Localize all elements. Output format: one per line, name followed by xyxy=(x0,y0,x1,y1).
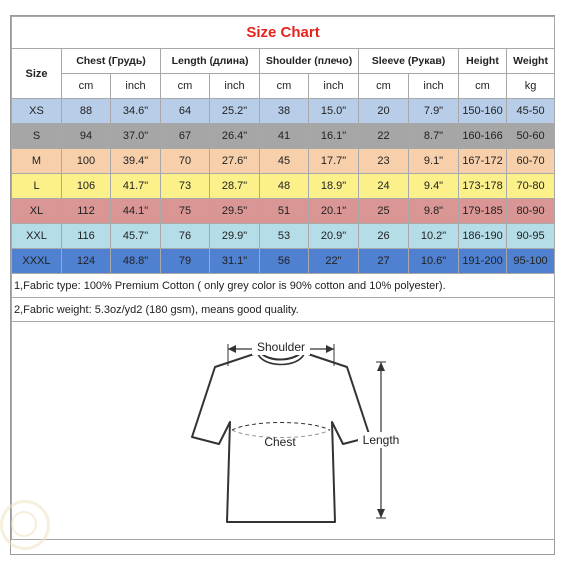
cell-chest-in: 48.8" xyxy=(111,249,161,274)
cell-chest-in: 45.7" xyxy=(111,224,161,249)
cell-length-cm: 76 xyxy=(161,224,210,249)
size-row-xxl xyxy=(12,224,555,249)
cell-weight: 70-80 xyxy=(507,174,555,199)
cell-sleeve-in: 10.6" xyxy=(409,249,459,274)
size-label: L xyxy=(12,174,62,199)
cell-chest-in: 37.0" xyxy=(111,124,161,149)
cell-sleeve-in: 10.2" xyxy=(409,224,459,249)
cell-length-cm: 64 xyxy=(161,99,210,124)
cell-shoulder-in: 20.1" xyxy=(309,199,359,224)
cell-length-cm: 70 xyxy=(161,149,210,174)
unit-cm: cm xyxy=(459,74,507,99)
cell-sleeve-cm: 25 xyxy=(359,199,409,224)
cell-shoulder-cm: 48 xyxy=(260,174,309,199)
tshirt-diagram xyxy=(12,322,555,536)
cell-length-in: 28.7" xyxy=(210,174,260,199)
cell-shoulder-cm: 38 xyxy=(260,99,309,124)
cell-length-cm: 79 xyxy=(161,249,210,274)
cell-shoulder-cm: 56 xyxy=(260,249,309,274)
cell-sleeve-cm: 23 xyxy=(359,149,409,174)
cell-sleeve-in: 9.4" xyxy=(409,174,459,199)
size-label: XS xyxy=(12,99,62,124)
cell-height: 173-178 xyxy=(459,174,507,199)
cell-weight: 50-60 xyxy=(507,124,555,149)
cell-chest-cm: 106 xyxy=(62,174,111,199)
cell-sleeve-cm: 24 xyxy=(359,174,409,199)
size-row-xxxl xyxy=(12,249,555,274)
watermark-seal-icon xyxy=(0,500,50,550)
cell-height: 160-166 xyxy=(459,124,507,149)
chest-label: Chest xyxy=(264,435,296,449)
sleeve-header: Sleeve (Рукав) xyxy=(359,49,459,74)
cell-chest-cm: 88 xyxy=(62,99,111,124)
cell-sleeve-cm: 20 xyxy=(359,99,409,124)
length-label: Length xyxy=(362,433,400,447)
size-header: Size xyxy=(12,49,62,99)
cell-shoulder-in: 20.9" xyxy=(309,224,359,249)
cell-sleeve-cm: 27 xyxy=(359,249,409,274)
cell-length-cm: 67 xyxy=(161,124,210,149)
cell-shoulder-cm: 41 xyxy=(260,124,309,149)
cell-shoulder-cm: 45 xyxy=(260,149,309,174)
cell-weight: 45-50 xyxy=(507,99,555,124)
cell-weight: 80-90 xyxy=(507,199,555,224)
cell-chest-in: 39.4" xyxy=(111,149,161,174)
cell-shoulder-in: 15.0" xyxy=(309,99,359,124)
unit-cm: cm xyxy=(62,74,111,99)
cell-sleeve-in: 9.1" xyxy=(409,149,459,174)
unit-inch: inch xyxy=(111,74,161,99)
cell-chest-in: 41.7" xyxy=(111,174,161,199)
unit-cm: cm xyxy=(260,74,309,99)
cell-sleeve-cm: 26 xyxy=(359,224,409,249)
unit-cm: cm xyxy=(359,74,409,99)
chest-header: Chest (Грудь) xyxy=(62,49,161,74)
cell-height: 150-160 xyxy=(459,99,507,124)
cell-shoulder-cm: 53 xyxy=(260,224,309,249)
cell-shoulder-in: 16.1" xyxy=(309,124,359,149)
cell-chest-cm: 124 xyxy=(62,249,111,274)
size-label: XXL xyxy=(12,224,62,249)
cell-shoulder-in: 22" xyxy=(309,249,359,274)
cell-chest-cm: 100 xyxy=(62,149,111,174)
unit-kg: kg xyxy=(507,74,555,99)
shoulder-header: Shoulder (плечо) xyxy=(260,49,359,74)
length-header: Length (длина) xyxy=(161,49,260,74)
size-label: XL xyxy=(12,199,62,224)
size-row-m xyxy=(12,149,555,174)
chart-title: Size Chart xyxy=(12,17,555,49)
cell-sleeve-cm: 22 xyxy=(359,124,409,149)
shoulder-arrow-left-head xyxy=(228,345,236,353)
shoulder-arrow-right-head xyxy=(326,345,334,353)
cell-sleeve-in: 9.8" xyxy=(409,199,459,224)
cell-shoulder-in: 18.9" xyxy=(309,174,359,199)
cell-chest-cm: 112 xyxy=(62,199,111,224)
size-label: S xyxy=(12,124,62,149)
size-chart-frame xyxy=(10,15,555,555)
cell-shoulder-in: 17.7" xyxy=(309,149,359,174)
cell-chest-in: 44.1" xyxy=(111,199,161,224)
cell-length-cm: 75 xyxy=(161,199,210,224)
cell-height: 186-190 xyxy=(459,224,507,249)
size-row-l xyxy=(12,174,555,199)
cell-chest-in: 34.6" xyxy=(111,99,161,124)
cell-shoulder-cm: 51 xyxy=(260,199,309,224)
height-header: Height xyxy=(459,49,507,74)
size-label: XXXL xyxy=(12,249,62,274)
unit-inch: inch xyxy=(309,74,359,99)
fabric-weight-note: 2,Fabric weight: 5.3oz/yd2 (180 gsm), means good quality. xyxy=(12,298,555,322)
tshirt-diagram-cell xyxy=(12,322,555,540)
cell-weight: 95-100 xyxy=(507,249,555,274)
cell-sleeve-in: 7.9" xyxy=(409,99,459,124)
cell-weight: 60-70 xyxy=(507,149,555,174)
cell-length-in: 25.2" xyxy=(210,99,260,124)
cell-sleeve-in: 8.7" xyxy=(409,124,459,149)
unit-inch: inch xyxy=(210,74,260,99)
weight-header: Weight xyxy=(507,49,555,74)
cell-length-in: 29.5" xyxy=(210,199,260,224)
length-arrow-top-head xyxy=(377,362,385,371)
cell-height: 179-185 xyxy=(459,199,507,224)
cell-length-in: 29.9" xyxy=(210,224,260,249)
size-label: M xyxy=(12,149,62,174)
cell-length-in: 27.6" xyxy=(210,149,260,174)
size-row-xl xyxy=(12,199,555,224)
length-arrow-bottom-head xyxy=(377,509,385,518)
shoulder-label: Shoulder xyxy=(256,340,306,354)
size-row-xs xyxy=(12,99,555,124)
cell-weight: 90-95 xyxy=(507,224,555,249)
size-row-s xyxy=(12,124,555,149)
cell-height: 167-172 xyxy=(459,149,507,174)
cell-length-in: 26.4" xyxy=(210,124,260,149)
fabric-type-note: 1,Fabric type: 100% Premium Cotton ( only grey color is 90% cotton and 10% polyester). xyxy=(12,274,555,298)
size-chart-table xyxy=(11,16,555,540)
cell-chest-cm: 94 xyxy=(62,124,111,149)
cell-chest-cm: 116 xyxy=(62,224,111,249)
cell-length-in: 31.1" xyxy=(210,249,260,274)
unit-inch: inch xyxy=(409,74,459,99)
cell-height: 191-200 xyxy=(459,249,507,274)
cell-length-cm: 73 xyxy=(161,174,210,199)
unit-cm: cm xyxy=(161,74,210,99)
